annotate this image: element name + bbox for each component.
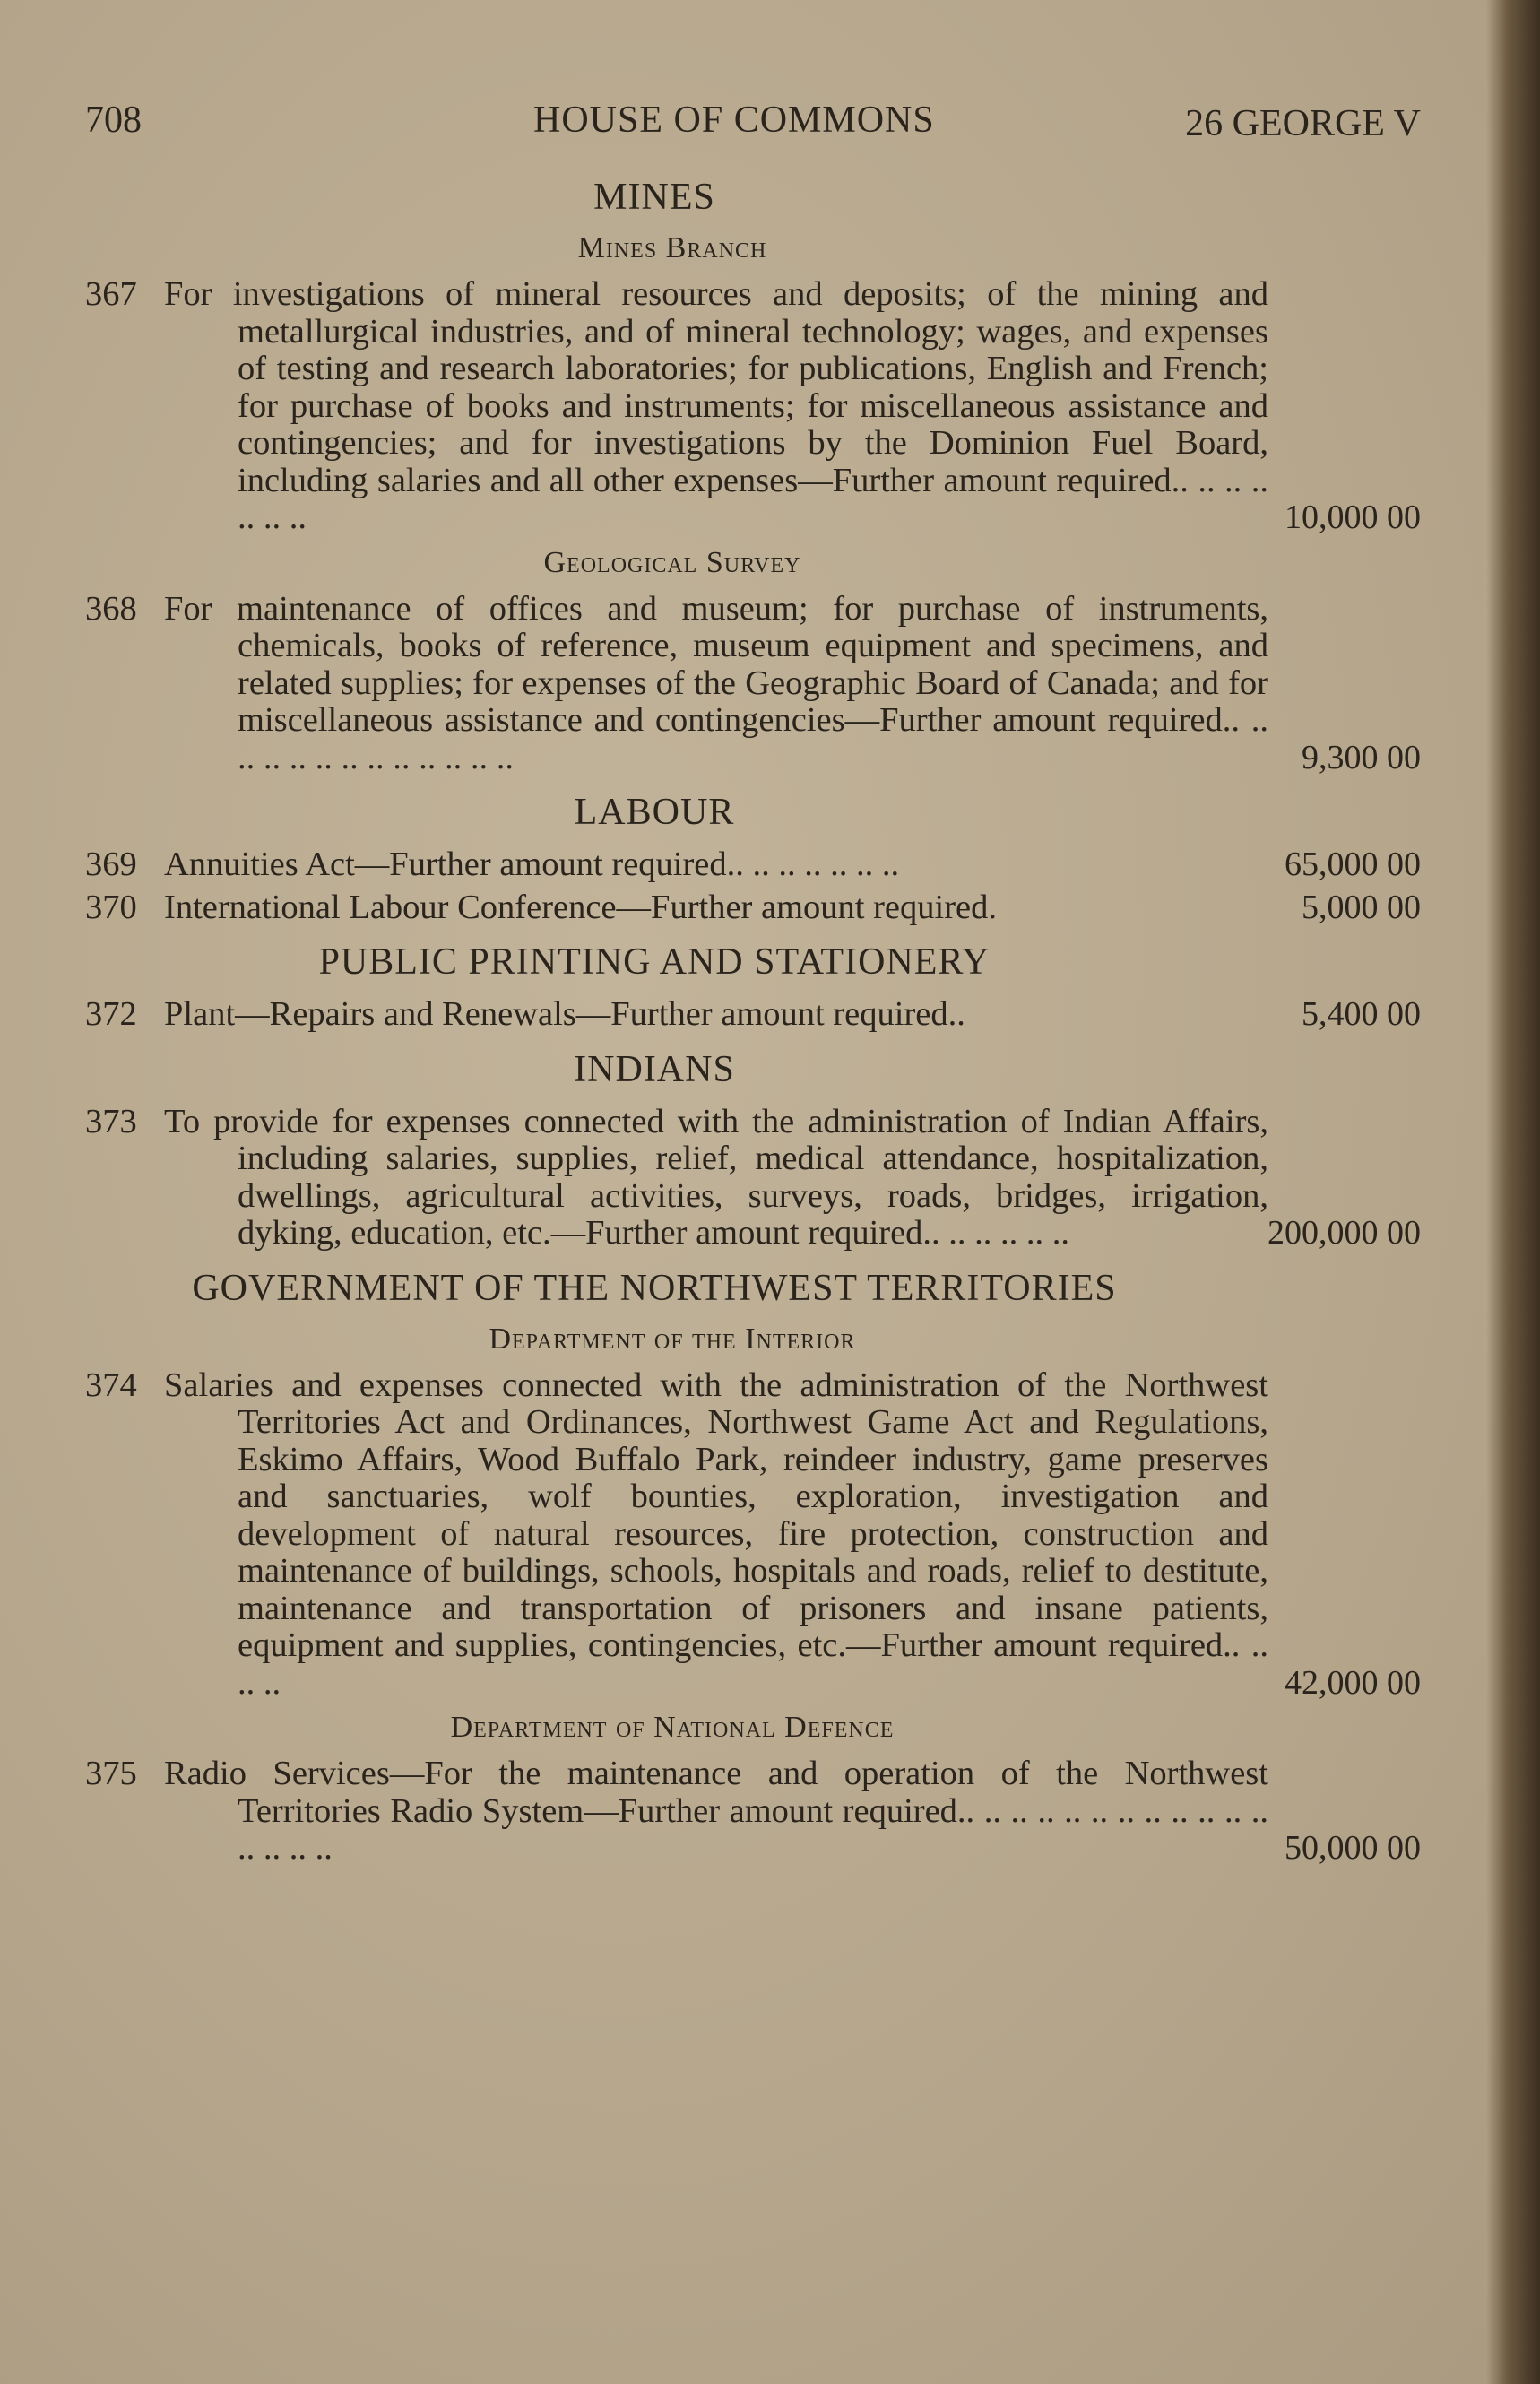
vote-number: 374 xyxy=(85,1365,137,1404)
vote-amount: 5,400 00 xyxy=(1302,995,1421,1033)
section-title-labour: LABOUR xyxy=(574,792,735,833)
vote-text: To provide for expenses connected with the administration of Indian Affairs, including salaries, supplies, relief, medical attendance, hospitalization, dwellings, agricultural activities, surveys, roads, bridges, irrigation, dyking, education, etc.—Further amount required.. .. .. .. .. .. xyxy=(164,1102,1268,1252)
running-header xyxy=(85,99,1421,161)
page-edge-shadow xyxy=(1486,0,1540,2384)
subtitle-department-interior: Department of the Interior xyxy=(489,1322,856,1356)
vote-item-370 xyxy=(85,889,1421,927)
vote-item-369 xyxy=(85,846,1421,884)
vote-number: 373 xyxy=(85,1102,137,1140)
vote-number: 368 xyxy=(85,589,137,628)
section-title-public-printing: PUBLIC PRINTING AND STATIONERY xyxy=(318,941,991,983)
vote-amount: 65,000 00 xyxy=(1285,845,1421,883)
vote-text: For maintenance of offices and museum; for purchase of instruments, chemicals, books of reference, museum equipment and specimens, and related supplies; for expenses of the Geographic Board of Canada; and for miscellaneous assistance and contingencies—Further amount required.. .. .. .. .. .. .. .. .. .. .. .. .. xyxy=(164,589,1268,776)
vote-item-375 xyxy=(85,1755,1421,1868)
vote-amount: 50,000 00 xyxy=(1285,1829,1421,1867)
vote-number: 370 xyxy=(85,888,137,926)
vote-text: Radio Services—For the maintenance and operation of the Northwest Territories Radio System—Further amount required.. .. .. .. .. .. .. .. .. .. .. .. .. .. .. .. xyxy=(164,1755,1268,1867)
vote-amount: 10,000 00 xyxy=(1285,498,1421,536)
subtitle-geological-survey: Geological Survey xyxy=(543,545,801,579)
vote-text: Plant—Repairs and Renewals—Further amount required.. xyxy=(164,995,965,1033)
vote-text: Annuities Act—Further amount required.. .. .. .. .. .. .. xyxy=(164,845,900,883)
vote-item-367 xyxy=(85,276,1421,537)
subtitle-department-national-defence: Department of National Defence xyxy=(450,1711,895,1744)
header-title: HOUSE OF COMMONS xyxy=(533,100,935,141)
page-number: 708 xyxy=(85,100,142,141)
vote-number: 372 xyxy=(85,995,137,1033)
section-title-indians: INDIANS xyxy=(574,1048,735,1090)
vote-number: 367 xyxy=(85,275,137,313)
vote-number: 375 xyxy=(85,1755,137,1792)
vote-item-368 xyxy=(85,591,1421,777)
section-title-northwest-territories: GOVERNMENT OF THE NORTHWEST TERRITORIES xyxy=(192,1267,1117,1309)
vote-number: 369 xyxy=(85,845,137,883)
subtitle-mines-branch: Mines Branch xyxy=(577,231,767,264)
vote-text: Salaries and expenses connected with the administration of the Northwest Territories Act and Ordinances, Northwest Game Act and Regulations, Eskimo Affairs, Wood Buffalo Park, reindeer industry, game preserves and sanctuaries, wolf bounties, exploration, investigation and development of natural resources, fire protection, construction and maintenance of buildings, schools, hospitals and roads, relief to destitute, maintenance and transportation of prisoners and insane patients, equipment and supplies, contingencies, etc.—Further amount required.. .. .. .. xyxy=(164,1365,1268,1702)
document-page xyxy=(85,99,1421,1877)
vote-amount: 42,000 00 xyxy=(1285,1663,1421,1702)
vote-amount: 200,000 00 xyxy=(1267,1214,1421,1252)
vote-item-373 xyxy=(85,1104,1421,1253)
vote-text: For investigations of mineral resources and deposits; of the mining and metallurgical industries, and of mineral technology; wages, and expenses of testing and research laboratories; for publications, English and French; for purchase of books and instruments; for miscellaneous assistance and contingencies; and for investigations by the Dominion Fuel Board, including salaries and all other expenses—Further amount required.. .. .. .. .. .. .. xyxy=(164,275,1268,536)
vote-item-372 xyxy=(85,996,1421,1034)
vote-item-374 xyxy=(85,1367,1421,1703)
vote-amount: 5,000 00 xyxy=(1302,888,1421,926)
header-reign: 26 GEORGE V xyxy=(1185,103,1421,144)
section-title-mines: MINES xyxy=(593,177,715,218)
vote-text: International Labour Conference—Further amount required. xyxy=(164,888,998,926)
vote-amount: 9,300 00 xyxy=(1302,738,1421,776)
